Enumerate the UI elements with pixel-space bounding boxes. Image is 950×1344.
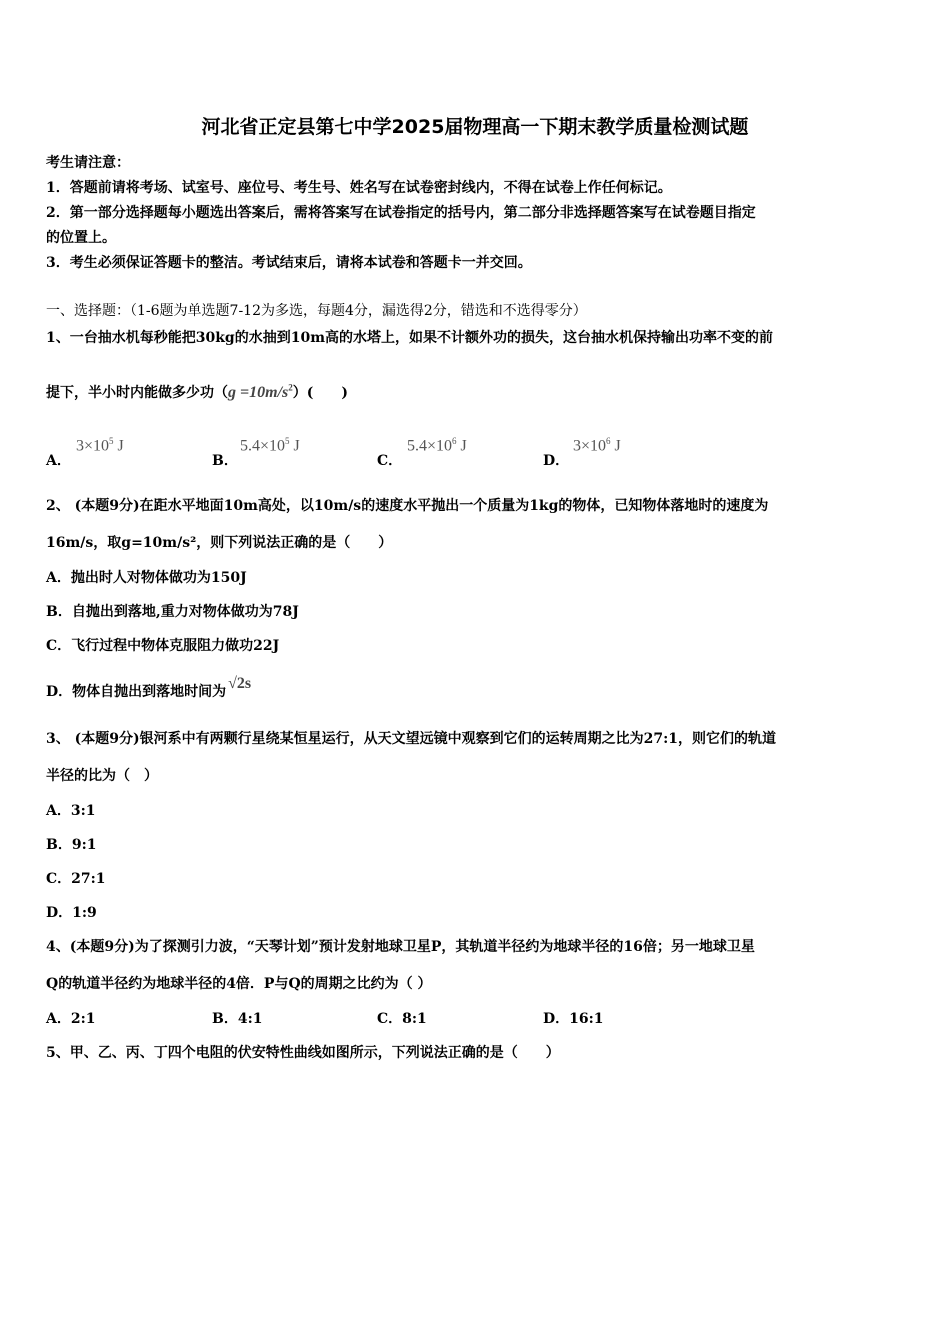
- q1-option-d-mantissa: 3×10: [573, 437, 607, 455]
- q1-formula-g: g =10m/s: [228, 384, 289, 401]
- q1-formula-exp: 2: [288, 382, 293, 393]
- q3-stem-line1: 3、 (本题9分)银河系中有两颗行星绕某恒星运行，从天文望远镜中观察到它们的运转周期之比为27:1，则它们的轨道: [46, 731, 776, 747]
- q2-option-c: C．飞行过程中物体克服阻力做功22J: [46, 638, 280, 654]
- q1-stem-text-a: 提下，半小时内能做多少功（: [46, 385, 228, 401]
- q3-option-a: A．3:1: [46, 803, 96, 819]
- q1-gravity-formula: [228, 384, 293, 401]
- q4-option-c: C．8:1: [377, 1011, 427, 1027]
- notice-item-2-cont: 的位置上。: [46, 230, 116, 246]
- q1-option-c-unit: J: [456, 437, 467, 455]
- q4-option-b: B．4:1: [212, 1011, 263, 1027]
- q2-stem-line2: 16m/s，取g=10m/s²，则下列说法正确的是（ ）: [46, 535, 393, 551]
- q1-stem-line1: 1、一台抽水机每秒能把30kg的水抽到10m高的水塔上，如果不计额外功的损失，这台抽水机保持输出功率不变的前: [46, 330, 774, 346]
- q3-option-d: D．1:9: [46, 905, 97, 921]
- q4-option-d: D．16:1: [543, 1011, 604, 1027]
- q1-option-a-unit: J: [113, 437, 124, 455]
- q2-option-d-formula: √2s: [228, 675, 252, 692]
- q4-stem-line1: 4、(本题9分)为了探测引力波，“天琴计划”预计发射地球卫星P，其轨道半径约为地球半径的16倍；另一地球卫星: [46, 939, 755, 955]
- q5-stem-line1: 5、甲、乙、丙、丁四个电阻的伏安特性曲线如图所示，下列说法正确的是（ ）: [46, 1045, 560, 1061]
- q1-option-b-label: B．: [212, 453, 238, 469]
- q4-option-a: A．2:1: [46, 1011, 96, 1027]
- notice-item-3: 3．考生必须保证答题卡的整洁。考试结束后，请将本试卷和答题卡一并交回。: [46, 255, 532, 271]
- q1-option-a-exp: 5: [109, 436, 114, 446]
- q1-option-a-mantissa: 3×10: [76, 437, 110, 455]
- q1-option-c-exp: 6: [452, 436, 457, 446]
- q2-option-d: [46, 675, 252, 701]
- q2-option-d-text: D．物体自抛出到落地时间为: [46, 684, 227, 700]
- q1-option-b-value: [240, 436, 300, 455]
- q1-option-b-mantissa: 5.4×10: [240, 437, 286, 455]
- q3-option-c: C．27:1: [46, 871, 106, 887]
- q1-option-c-mantissa: 5.4×10: [407, 437, 453, 455]
- notice-item-1: 1．答题前请将考场、试室号、座位号、考生号、姓名写在试卷密封线内，不得在试卷上作任何标记。: [46, 180, 672, 196]
- q1-option-d-label: D．: [543, 453, 570, 469]
- q1-option-a-label: A．: [46, 453, 71, 469]
- q1-stem-text-b: ）( ): [292, 385, 348, 401]
- q1-option-c-label: C．: [377, 453, 403, 469]
- section-heading: 一、选择题：（1-6题为单选题7-12为多选，每题4分，漏选得2分，错选和不选得零分）: [46, 303, 587, 319]
- q3-stem-line2: 半径的比为（ ）: [46, 768, 158, 784]
- q3-option-b: B．9:1: [46, 837, 97, 853]
- q1-option-d-unit: J: [610, 437, 621, 455]
- q1-option-a-value: [76, 436, 124, 455]
- q1-option-d-exp: 6: [606, 436, 611, 446]
- notice-heading: 考生请注意：: [46, 155, 130, 171]
- q1-option-c-value: [407, 436, 467, 455]
- q1-option-d-value: [573, 436, 621, 455]
- q2-stem-line1: 2、 (本题9分)在距水平地面10m高处，以10m/s的速度水平抛出一个质量为1kg的物体，已知物体落地时的速度为: [46, 498, 769, 514]
- q1-option-b-exp: 5: [285, 436, 290, 446]
- q1-option-b-unit: J: [289, 437, 300, 455]
- q1-stem-line2: [46, 382, 348, 402]
- page-title: 河北省正定县第七中学2025届物理高一下期末教学质量检测试题: [201, 116, 749, 138]
- q2-option-b: B．自抛出到落地,重力对物体做功为78J: [46, 604, 299, 620]
- notice-item-2: 2．第一部分选择题每小题选出答案后，需将答案写在试卷指定的括号内，第二部分非选择题答案写在试卷题目指定: [46, 205, 756, 221]
- q4-stem-line2: Q的轨道半径约为地球半径的4倍．P与Q的周期之比约为（ ）: [46, 976, 432, 992]
- q2-option-a: A．抛出时人对物体做功为150J: [46, 570, 247, 586]
